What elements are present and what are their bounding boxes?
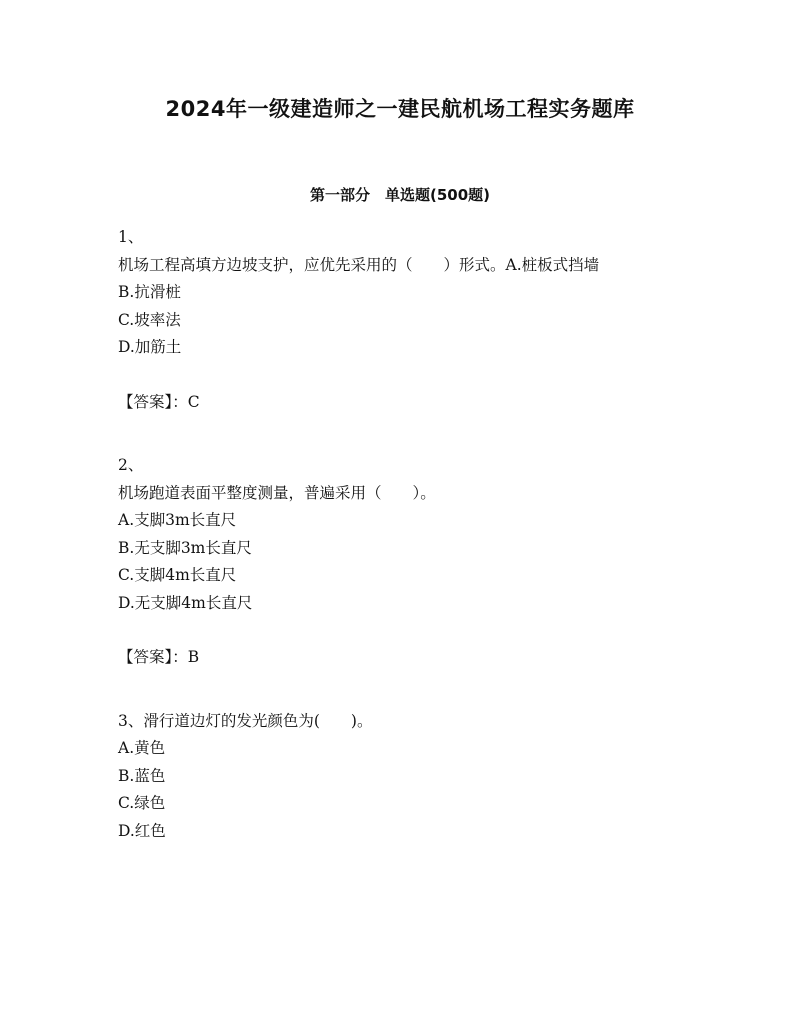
option-b: B.蓝色	[118, 766, 166, 785]
option-b: B.抗滑桩	[118, 283, 181, 301]
question-3	[118, 708, 698, 846]
question-number: 1、	[118, 228, 144, 246]
document-title: 2024年一级建造师之一建民航机场工程实务题库	[165, 97, 635, 121]
question-stem: 机场跑道表面平整度测量，普遍采用（ ）。	[118, 483, 436, 502]
question-1	[118, 224, 698, 416]
section-heading: 第一部分 单选题(500题)	[309, 186, 491, 204]
question-2	[118, 452, 698, 672]
question-number: 2、	[118, 456, 144, 474]
answer: 【答案】：C	[118, 392, 200, 411]
option-c: C.坡率法	[118, 310, 181, 329]
option-d: D.无支脚4m长直尺	[118, 593, 253, 612]
question-number: 3、	[118, 711, 144, 730]
question-stem: 机场工程高填方边坡支护，应优先采用的（ ）形式。A.桩板式挡墙	[118, 255, 600, 274]
option-a: A.黄色	[118, 739, 166, 757]
question-stem	[118, 708, 698, 736]
answer: 【答案】：B	[118, 648, 200, 666]
question-text: 滑行道边灯的发光颜色为( )。	[143, 711, 373, 730]
question-list	[118, 224, 698, 845]
option-a: A.支脚3m长直尺	[118, 511, 237, 529]
option-d: D.红色	[118, 821, 166, 840]
option-c: C.绿色	[118, 794, 166, 812]
option-b: B.无支脚3m长直尺	[118, 538, 252, 557]
option-c: C.支脚4m长直尺	[118, 566, 237, 584]
option-d: D.加筋土	[118, 338, 182, 356]
